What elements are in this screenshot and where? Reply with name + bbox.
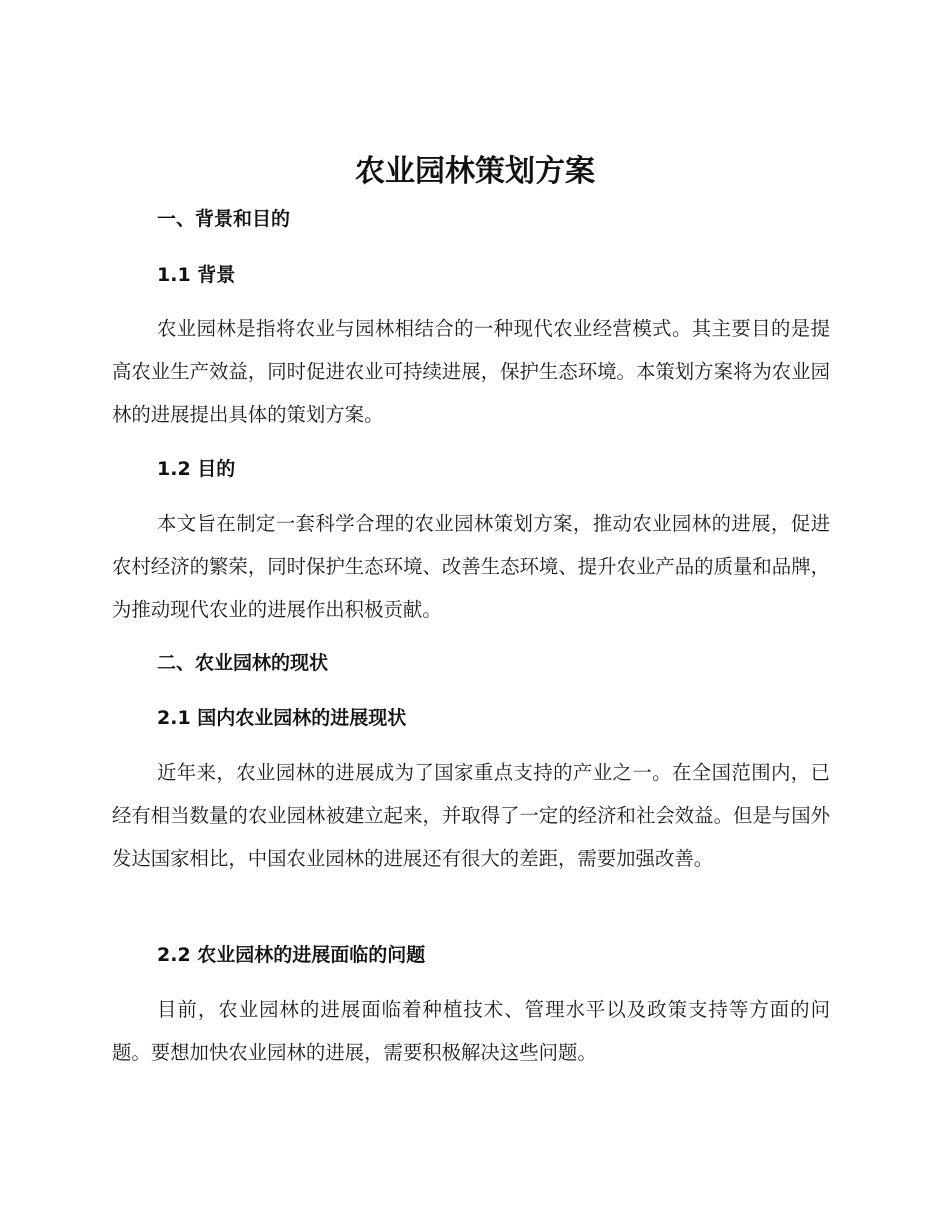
paragraph-problems: 目前，农业园林的进展面临着种植技术、管理水平以及政策支持等方面的问题。要想加快农业园林的进展，需要积极解决这些问题。 <box>112 998 830 1064</box>
subsection-heading-problems: 2.2 农业园林的进展面临的问题 <box>157 944 426 966</box>
paragraph-background: 农业园林是指将农业与园林相结合的一种现代农业经营模式。其主要目的是提高农业生产效益，同时促进农业可持续进展，保护生态环境。本策划方案将为农业园林的进展提出具体的策划方案。 <box>112 317 830 426</box>
subsection-heading-domestic-status: 2.1 国内农业园林的进展现状 <box>157 707 407 729</box>
subsection-heading-purpose: 1.2 目的 <box>157 458 236 480</box>
paragraph-purpose: 本文旨在制定一套科学合理的农业园林策划方案，推动农业园林的进展，促进农村经济的繁荣，同时保护生态环境、改善生态环境、提升农业产品的质量和品牌，为推动现代农业的进展作出积极贡献。 <box>112 512 830 621</box>
section-heading-background-purpose: 一、背景和目的 <box>157 208 291 230</box>
document-title: 农业园林策划方案 <box>355 154 595 189</box>
paragraph-domestic-status: 近年来，农业园林的进展成为了国家重点支持的产业之一。在全国范围内，已经有相当数量的农业园林被建立起来，并取得了一定的经济和社会效益。但是与国外发达国家相比，中国农业园林的进展还有很大的差距，需要加强改善。 <box>112 761 830 870</box>
section-heading-current-status: 二、农业园林的现状 <box>157 652 329 674</box>
subsection-heading-background: 1.1 背景 <box>157 264 236 286</box>
